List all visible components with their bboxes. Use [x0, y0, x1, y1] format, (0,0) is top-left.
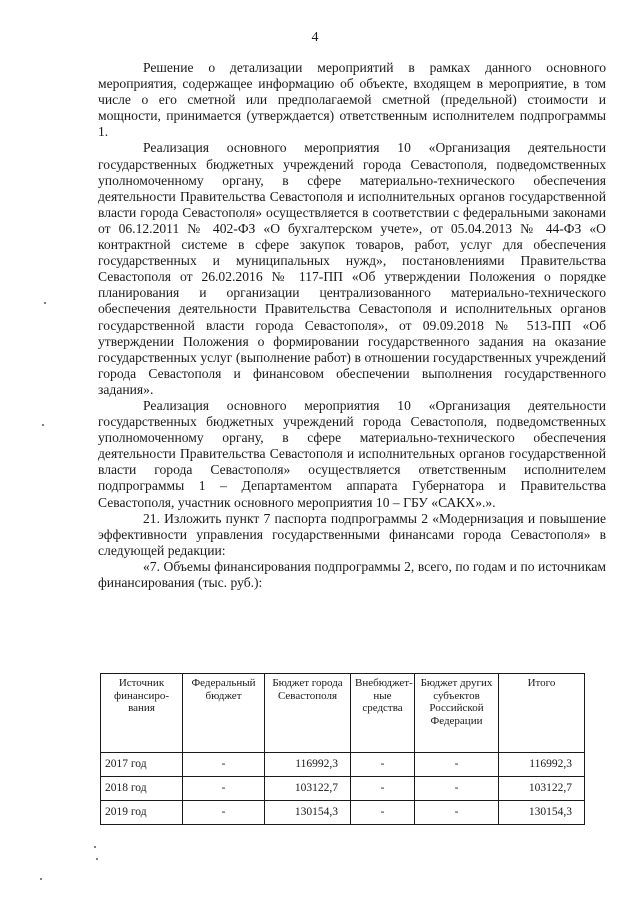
- scan-speck: [44, 302, 46, 304]
- cell-total: 116992,3: [499, 753, 585, 777]
- col-header-federal: Федеральный бюджет: [183, 674, 265, 753]
- cell-total: 103122,7: [499, 777, 585, 801]
- cell-other-subjects: -: [415, 753, 499, 777]
- cell-federal: -: [183, 801, 265, 825]
- table-header-row: [101, 674, 585, 753]
- table-row: [101, 801, 585, 825]
- cell-city-budget: 130154,3: [265, 801, 351, 825]
- cell-city-budget: 103122,7: [265, 777, 351, 801]
- col-header-source: Источник финансиро-вания: [101, 674, 183, 753]
- paragraph: «7. Объемы финансирования подпрограммы 2, всего, по годам и по источникам финансирования (тыс. руб.):: [98, 558, 606, 590]
- col-header-city-budget: Бюджет города Севастополя: [265, 674, 351, 753]
- cell-total: 130154,3: [499, 801, 585, 825]
- cell-other-subjects: -: [415, 801, 499, 825]
- col-header-other-subjects: Бюджет других субъектов Российской Федерации: [415, 674, 499, 753]
- cell-year: 2017 год: [101, 753, 183, 777]
- cell-extrabudget: -: [351, 753, 415, 777]
- financing-table: [100, 673, 585, 825]
- page-number: 4: [311, 30, 319, 45]
- body-text: [98, 60, 606, 591]
- col-header-extrabudget: Внебюджет-ные средства: [351, 674, 415, 753]
- cell-federal: -: [183, 753, 265, 777]
- scan-speck: [42, 424, 44, 426]
- cell-extrabudget: -: [351, 801, 415, 825]
- table-row: [101, 777, 585, 801]
- cell-city-budget: 116992,3: [265, 753, 351, 777]
- cell-extrabudget: -: [351, 777, 415, 801]
- paragraph: Реализация основного мероприятия 10 «Организация деятельности государственных бюджетных учреждений города Севастополя, подведомственных уполномоченному органу, в сфере материально-технического обеспечения деятельности Правительства Севастополя и исполнительных органов государственной власти города Севастополя» осуществляется ответственным исполнителем подпрограммы 1 – Департаментом аппарата Губернатора и Правительства Севастополя, участник основного мероприятия 10 – ГБУ «САКХ».».: [98, 397, 606, 510]
- table-row: [101, 753, 585, 777]
- scan-speck: [94, 846, 96, 848]
- scan-speck: [40, 878, 42, 880]
- paragraph: Реализация основного мероприятия 10 «Организация деятельности государственных бюджетных учреждений города Севастополя, подведомственных уполномоченному органу, в сфере материально-технического обеспечения деятельности Правительства Севастополя и исполнительных органов государственной власти города Севастополя» осуществляется в соответствии с федеральными законами от 06.12.2011 № 402-ФЗ «О бухгалтерском учете», от 05.04.2013 № 44-ФЗ «О контрактной системе в сфере закупок товаров, работ, услуг для обеспечения государственных и муниципальных нужд», постановлениями Правительства Севастополя от 26.02.2016 № 117-ПП «Об утверждении Положения о порядке планирования и организации централизованного материально-технического обеспечения деятельности Правительства Севастополя и исполнительных органов государственной власти города Севастополя», от 09.09.2018 № 513-ПП «Об утверждении Положения о формировании государственного задания на оказание государственных услуг (выполнение работ) в отношении государственных учреждений города Севастополя и финансовом обеспечении выполнения государственного задания».: [98, 140, 606, 397]
- col-header-total: Итого: [499, 674, 585, 753]
- cell-year: 2018 год: [101, 777, 183, 801]
- cell-federal: -: [183, 777, 265, 801]
- paragraph: 21. Изложить пункт 7 паспорта подпрограммы 2 «Модернизация и повышение эффективности управления государственными финансами города Севастополя» в следующей редакции:: [98, 510, 606, 558]
- cell-other-subjects: -: [415, 777, 499, 801]
- paragraph: Решение о детализации мероприятий в рамках данного основного мероприятия, содержащее информацию об объекте, входящем в мероприятие, в том числе о его сметной или предполагаемой сметной (предельной) стоимости и мощности, принимается (утверждается) ответственным исполнителем подпрограммы 1.: [98, 60, 606, 140]
- scan-speck: [96, 858, 98, 860]
- cell-year: 2019 год: [101, 801, 183, 825]
